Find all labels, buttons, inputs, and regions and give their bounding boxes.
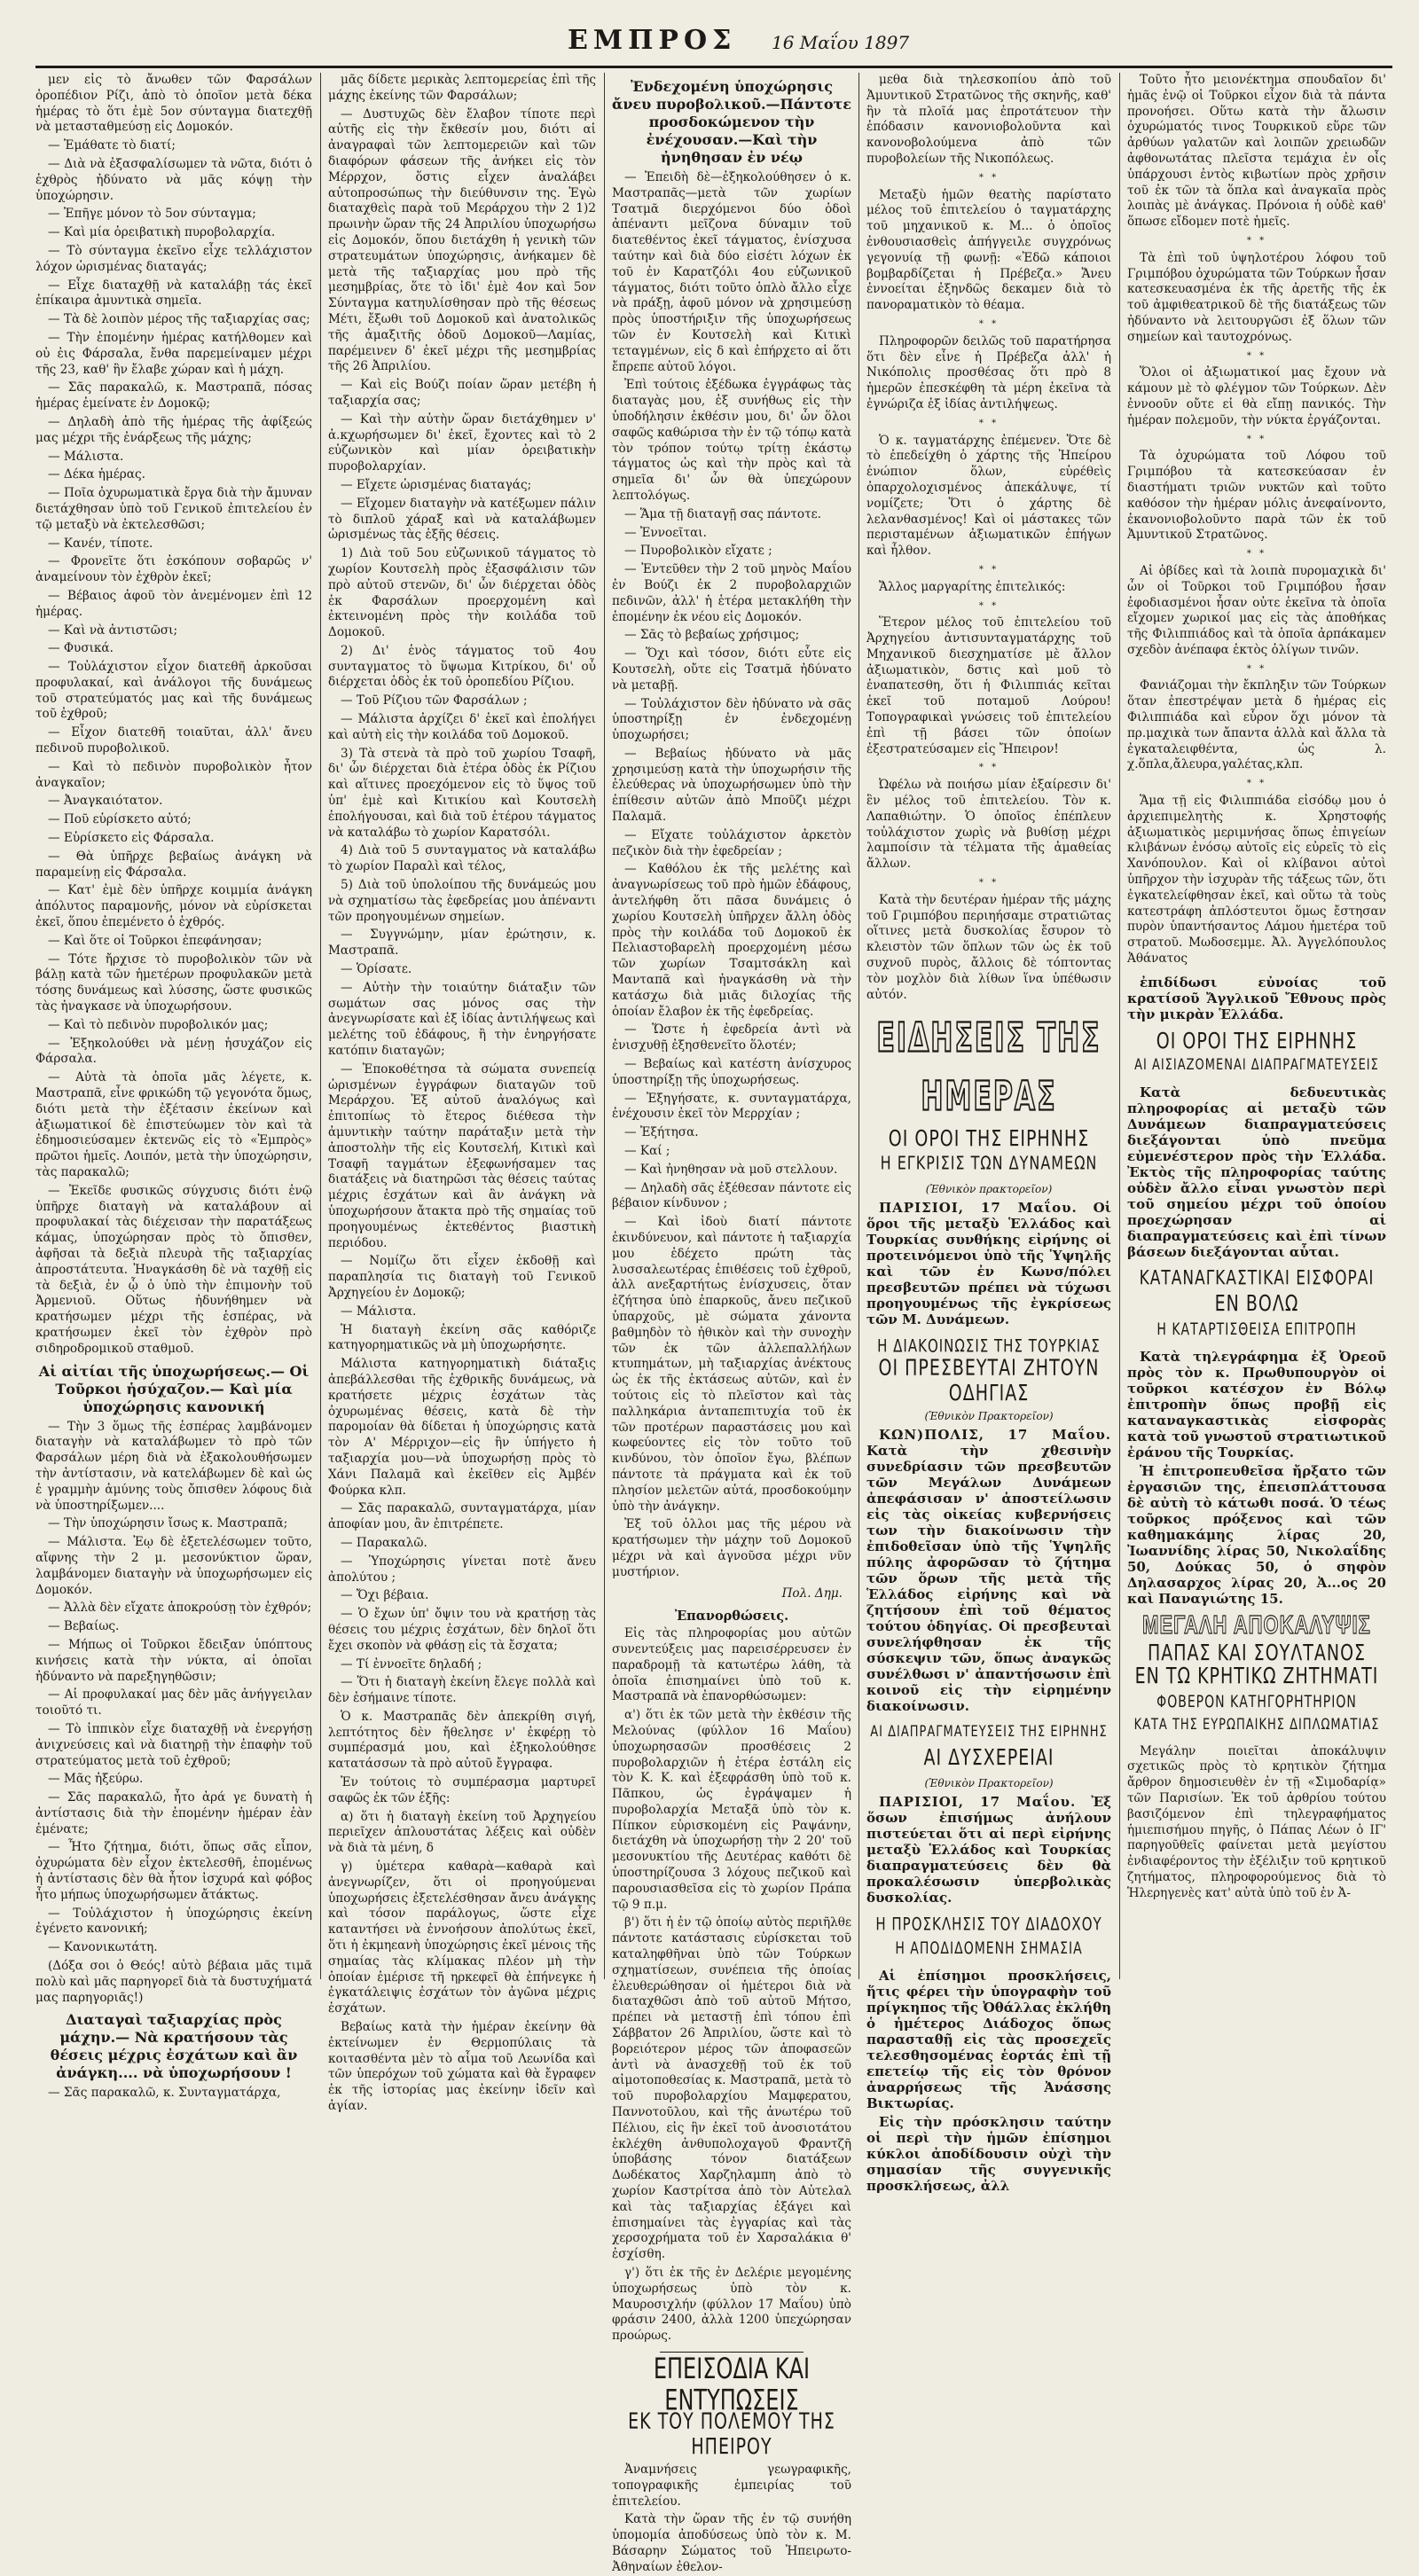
paragraph: Κατὰ τὴν ὥραν τῆς ἐν τῷ συνήθη ὑπομομία ἀποδύσεως ὑπὸ τὸν κ. Μ. Βάσαρην Σώματος τοῦ Ἠπειρωτο-Ἀθηναίων ἐθελον-	[612, 2512, 851, 2574]
column-3	[612, 73, 851, 2574]
paragraph: — Μᾶς ἠξεύρω.	[48, 1772, 144, 1787]
paragraph: — Εἴχομεν διαταγὴν νὰ κατέξωμεν πάλιν τὸ διπλοῦ χάραξ καὶ νὰ καταλάβωμεν ὡρισμένως τὰς ἑξῆς θέσεις.	[328, 496, 596, 543]
paragraph: — Κανονικωτάτη.	[48, 1940, 158, 1955]
paragraph: — Ἐξηγήσατε, κ. συνταγματάρχα, ἐνέχουσιν ἐκεῖ τὸν Μερρχίαν ;	[612, 1091, 851, 1122]
subheadline: Η ΚΑΤΑΡΤΙΣΘΕΙΣΑ ΕΠΙΤΡΟΠΗ	[1156, 1320, 1357, 1340]
paragraph: — Μάλιστα.	[48, 449, 124, 464]
paragraph: Ὁ κ. ταγματάρχης ἐπέμενεν. Ὅτε δὲ τὸ ἐπεδείχθη ὁ χάρτης τῆς Ἠπείρου ἐνώπιον ὅλων, εὑρέθεὶς ὀπαρχολοχισμένος ἀπεκάλυψε, τί νομίζετε; Ὅτι ὁ χάρτης δὲ λελανθασμένος! Καὶ οἱ μάστακες τῶν περισταμένων ἀξιωματικῶν ἐπήγων καὶ ἦλθον.	[866, 433, 1111, 559]
paragraph: — Τὴν ἐπομένην ἡμέρας κατήλθομεν καὶ οὐ ἐις Φάρσαλα, ἔνθα παρεμείναμεν μέχρι τῆς 23, καθ' ἣν ἔλαβε χώραν καὶ ἡ μάχη.	[35, 330, 312, 377]
paragraph: — Πυροβολικὸν εἴχατε ;	[624, 544, 772, 559]
subheadline: ΕΚ ΤΟΥ ΠΟΛΕΜΟΥ ΤΗΣ ΗΠΕΙΡΟΥ	[628, 2408, 835, 2460]
subheadline: ΕΝ ΒΟΛΩ	[1214, 1290, 1299, 1317]
paragraph: — Σᾶς παρακαλῶ, συνταγματάρχα, μίαν ἀποφίαν μου, ἂν ἐπιτρέπετε.	[328, 1501, 596, 1532]
paragraph: — Ὑποχώρησις γίνεται ποτὲ ἄνευ ἀπολύτου ;	[328, 1554, 596, 1585]
subheadline: ΦΟΒΕΡΟΝ ΚΑΤΗΓΟΡΗΤΗΡΙΟΝ	[1156, 1693, 1357, 1712]
asterism-divider: * *	[978, 600, 1000, 611]
subheadline: ΠΑΠΑΣ ΚΑΙ ΣΟΥΛΤΑΝΟΣ	[1147, 1640, 1367, 1665]
asterism-divider: * *	[1246, 434, 1267, 444]
paragraph: — Τοὐλάχιστον ἡ ὑποχώρησις ἐκείνη ἐγένετο κανονική;	[35, 1906, 312, 1937]
paragraph: μεθα διὰ τηλεσκοπίου ἀπὸ τοῦ Ἀμυντικοῦ Στρατῶνος τῆς σκηνῆς, καθ' ἣν τὰ πλοῖά μας ἐπροτάτευον τὴν ἐπόδασιν κανονιοβολοῦντα καὶ κανονοβολούμενα ἀπὸ τῶν πυροβολείων τῆς Νικοπόλεως.	[866, 73, 1111, 166]
column-2	[328, 73, 596, 2114]
revelation-headline	[1127, 1609, 1386, 1735]
column-rule	[604, 73, 605, 1979]
paragraph: — Εἶχον διατεθῆ τοιαῦται, ἀλλ' ἄνευ πεδινοῦ πυροβολικοῦ.	[35, 725, 312, 756]
paragraph: — Σᾶς παρακαλῶ, κ. Συνταγματάρχα,	[48, 2086, 281, 2101]
banner-headline: ΕΙΔΗΣΕΙΣ ΤΗΣ ΗΜΕΡΑΣ	[876, 1015, 1101, 1121]
dateline: ΠΑΡΙΣΙΟΙ, 17 Μαΐου.	[879, 1793, 1077, 1810]
news-item-heading	[1127, 1028, 1386, 1076]
paragraph: — Ὅτι ἡ διαταγὴ ἐκείνη ἔλεγε πολλὰ καὶ δὲν ἐσήμαινε τίποτε.	[328, 1675, 596, 1706]
paragraph: — Ἐξηκολούθει νὰ μένῃ ἡσυχάζον εἰς Φάρσαλα.	[35, 1036, 312, 1067]
paragraph: 1) Διὰ τοῦ 5ου εὐζωνικοῦ τάγματος τὸ χωρίον Κουτσελὴ πρὸς ἐξασφάλισιν τῶν πρὸ αὐτοῦ στενῶν, δι' ὧν διέρχεται ὁδὸς ἐκ Φαρσάλων προερχομένη καὶ ἐκτεινομένη πρὸς τὴν κοιλάδα τοῦ Δομοκοῦ.	[328, 546, 596, 640]
asterism-divider: * *	[1246, 779, 1267, 789]
paragraph: — Κανέν, τίποτε.	[48, 536, 153, 551]
asterism-divider: * *	[978, 318, 1000, 329]
paragraph: Ὅλοι οἱ ἀξιωματικοί μας ἔχουν νὰ κάμουν μὲ τὸ φλέγμον τῶν Τούρκων. Δὲν ἐννοοῦν οὔτε εἰ θὰ εἴπῃ πανικός. Τὴν ἡμέραν πολεμοῦν, τὴν νύκτα ἐργάζονται.	[1127, 365, 1386, 427]
paragraph: 5) Διὰ τοῦ ὑπολοίπου τῆς δυνάμεώς μου νὰ σχηματίσω τὰς ἐφεδρείας μου ἀπέναντι τῶν προηγουμένων σημείων.	[328, 878, 596, 924]
paragraph: — Βέβαιος ἀφοῦ τὸν ἀνεμένομεν ἐπὶ 12 ἡμέρας.	[35, 588, 312, 619]
section-heading: Ἐπανορθώσεις.	[674, 1609, 789, 1625]
paragraph: Ὁ κ. Μαστραπᾶς δὲν ἀπεκρίθη σιγή, λεπτότητος δὲν ἤθελησε ν' ἐκφέρῃ τὸ συμπέρασμά μου, καὶ ἐξηκολούθησε κατατάσσων τὰ πρὸ αὐτοῦ ἔγγραφα.	[328, 1709, 596, 1772]
news-item-heading	[866, 1914, 1111, 1959]
paragraph: — Καθόλου ἐκ τῆς μελέτης καὶ ἀναγνωρίσεως τοῦ πρὸ ἡμῶν ἐδάφους, ἀντελήφθη ὅτι πᾶσα δυνάμεις ὁ χωρίου Κουτσελὴ ὑπῆρχεν ἄλλη ὁδὸς πρὸς τὴν κοιλάδα τοῦ Δομοκοῦ ἐκ Πελιαστοβαρελὴ προερχομένη μέσω τῶν χωρίων Τσαμτσάκλη καὶ Μανταπᾶ καὶ ἠναγκάσθη νὰ τὴν κατάσχω διὰ μιᾶς διλοχίας τῆς ὁποίαν ἔλαβον ἐκ τῆς ἐφεδρείας.	[612, 862, 851, 1019]
paragraph: — Αἱ προφυλακαί μας δὲν μᾶς ἀνήγγειλαν τοιοῦτό τι.	[35, 1687, 312, 1719]
paragraph: Μεγάλην ποιεῖται ἀποκάλυψιν σχετικῶς πρὸς τὸ κρητικὸν ζήτημα ἄρθρον δημοσιευθὲν ἐν τῇ «Σιμοδαρίᾳ» τῶν Παρισίων. Ἐκ τοῦ ἀρθρίου τούτου βασιζόμενον ἐπὶ τηλεγραφήματος ἡμιεπισήμου πηγῆς, ὁ Πάπας Λέων ὁ ΙΓ' παρηγοῦθεῖς φαίνεται μετὰ μεγίστου ἐνδιαφέροντος τὴν ἐξέλιξιν τοῦ κρητικοῦ ζητήματος, πληροφορούμενος διὰ τὸ Ἡλερηγενὲς κατ' αὐτὰ ὑπὸ τοῦ ἐν Ἀ-	[1127, 1743, 1386, 1900]
paragraph: — Ποῦ εὑρίσκετο αὐτό;	[48, 812, 192, 827]
paragraph: — Ποῖα ὀχυρωματικὰ ἔργα διὰ τὴν ἄμυναν διετάχθησαν ὑπὸ τοῦ Γενικοῦ ἐπιτελείου ἐν τῷ μεταξὺ νὰ ἐκτελεσθῶσι;	[35, 486, 312, 532]
paragraph: — Καὶ τὸ πεδινὸν πυροβολικὸν ἦτον ἀναγκαῖον;	[35, 759, 312, 790]
paragraph: 4) Διὰ τοῦ 5 συνταγματος νὰ καταλάβω τὸ χωρίον Παραλὶ καὶ τέλος,	[328, 843, 596, 874]
paragraph: — Παρακαλῶ.	[341, 1535, 427, 1550]
paragraph: μᾶς δίδετε μερικὰς λεπτομερείας ἐπὶ τῆς μάχης ἐκείνης τῶν Φαρσάλων;	[328, 73, 596, 103]
asterism-divider: * *	[978, 418, 1000, 428]
asterism-divider: * *	[978, 763, 1000, 773]
dateline: ΚΩΝ)ΠΟΛΙΣ, 17 Μαΐου.	[879, 1427, 1111, 1444]
paragraph: — Καί ;	[624, 1144, 670, 1159]
paragraph: — Καὶ ὅτε οἱ Τοῦρκοι ἐπεφάνησαν;	[48, 933, 263, 948]
paragraph: — Φυσικά.	[48, 641, 114, 656]
paragraph: — Εἴχετε ὡρισμένας διαταγάς;	[341, 477, 532, 492]
wire-source: (Ἐθνικὸν Πρακτορεῖον)	[924, 1410, 1054, 1423]
paragraph: — Ἀλλὰ δὲν εἴχατε ἀποκρούσῃ τὸν ἐχθρόν;	[48, 1601, 312, 1616]
section-heading: Αἱ αἰτίαι τῆς ὑποχωρήσεως.— Οἱ Τοῦρκοι ἡσύχαζον.— Καὶ μία ὑποχώρησις κανονική	[38, 1362, 310, 1415]
news-item-heading	[866, 1723, 1111, 1771]
wire-source: (Ἐθνικὸν Πρακτορεῖον)	[924, 1777, 1054, 1790]
interview-text	[35, 1420, 312, 2007]
paragraph: — Ἐπῆγε μόνον τὸ 5ον σύνταγμα;	[48, 207, 256, 222]
dateline: ΠΑΡΙΣΙΟΙ, 17 Μαΐου.	[879, 1200, 1078, 1217]
paragraph: — Καὶ νὰ ἀντιστῶσι;	[48, 622, 178, 638]
asterism-divider: * *	[978, 172, 1000, 183]
paragraph: Φανιάζομαι τὴν ἔκπληξιν τῶν Τούρκων ὅταν ἐπεστρέψαν μετὰ δ ἡμέρας εἰς Φιλιππιάδα καὶ εὗρον ὅχι μόνον τὰ πρ.μαχικὰ των ἄπαντα ἀλλὰ καὶ ἄλλα τὰ ἐγκαταλειφθέντα, ὡς λ. χ.ὅπλα,ἄλευρα,γαλέτας,κλπ.	[1127, 678, 1386, 772]
news-item-heading	[866, 1335, 1111, 1406]
paragraph: Κατὰ τὴν δευτέραν ἡμέραν τῆς μάχης τοῦ Γριμπόβου περιηήσαμε στρατιῶτας οἵτινες μετὰ δυσκολίας ἔσυρον τὸ κλειστὸν τῶν ὅπλων τῶν ὡς ἐκ τοῦ συχνοῦ πυρὸς, ἄλλοις δὲ τόπτοντας τὸν μοχλὸν διὰ λίθων ἵνα ὑπέθωσιν αὐτόν.	[866, 892, 1111, 1002]
newspaper-title: ΕΜΠΡΟΣ	[568, 25, 737, 56]
news-body: Οἱ ὅροι τῆς μεταξὺ Ἑλλάδος καὶ Τουρκίας συνθήκης εἰρήνης οἱ προτεινόμενοι ὑπὸ τῆς Ὑψηλῆς καὶ τῶν ἐν Κωνσ/πόλει πρεσβευτῶν πρέπει νὰ τύχωσι προηγουμένως τῆς ἐγκρίσεως τῶν Μ. Δυνάμεων.	[866, 1200, 1111, 1328]
paragraph: — Καὶ τὸ πεδινὸν πυροβολικόν μας;	[48, 1017, 269, 1032]
paragraph: Ἐπὶ τούτοις ἐξέδωκα ἐγγράφως τὰς διαταγὰς μου, ἐξ συνήθως εἰς τὴν ὑποδήλησιν ἐκθέσιν μου, δι' ὧν ὅλοι σαφῶς καθώρισα τὴν ἐν τῷ τόπῳ κατὰ τὸν τρόπον τούτῳ τρίτῃ ἐκάστῳ τάγματος ὡς καὶ τὴν πρὸς καὶ τὰ σημεῖα δι' ὧν θὰ ὑπεχώρουν λεπτολόγως.	[612, 378, 851, 503]
paragraph: — Τὸ σύνταγμα ἐκεῖνο εἶχε τελλάχιστον λόχον ὡρισμένας διαταγάς;	[35, 243, 312, 274]
paragraph: — Τὸ ἱππικὸν εἶχε διαταχθῇ νὰ ἐνεργήσῃ ἀνιχνεύσεις καὶ νὰ διατηρῇ τὴν ἐπαφὴν τοῦ στρατεύματος μετὰ τοῦ ἐχθροῦ;	[35, 1721, 312, 1768]
headline: ΜΕΓΑΛΗ ΑΠΟΚΑΛΥΨΙΣ	[1142, 1609, 1371, 1640]
paragraph: Αἱ ὀβίδες καὶ τὰ λοιπὰ πυρομαχικὰ δι' ὧν οἱ Τοῦρκοι τοῦ Γριμπόβου ἦσαν ἐφοδιασμένοι ἦσαν οὐτε ἐκεῖνα τὰ ὁποῖα εἴχομεν χωρικοί μας εἰς τὰς ἀποθήκας τῆς Φιλιππιάδος καὶ τὰ ὁποῖα ἀρπάκαμεν σχεδὸν ἀνέπαφα ἐκτὸς ὀλίγων τινῶν.	[1127, 563, 1386, 657]
column-1	[35, 73, 312, 2101]
paragraph: Εἰς τὰς πληροφορίας μου αὐτῶν συνεντεύξεις μας παρεισέρρευσεν ἐν παραδρομῇ τὰ κατωτέρω λάθη, τὰ ὁποῖα ἐπισημαίνει ὑπὸ τοῦ κ. Μαστραπᾶ νὰ ἐπανορθώσωμεν:	[612, 1626, 851, 1704]
paragraph: — Ὥστε ἡ ἐφεδρεία ἀντὶ νὰ ἐνισχυθῇ ἐξησθενεῖτο ὅλοτέν;	[612, 1022, 851, 1053]
paragraph: Ὠφέλω νὰ ποιήσω μίαν ἐξαίρεσιν δι' ἓν μέλος τοῦ ἐπιτελείου. Τὸν κ. Λαπαθιώτην. Ὁ ὁποῖος ἐπέπλευν τοὐλάχιστον χωρὶς νὰ βυθίσῃ μέχρι λαμποίσιν τὰ τέλματα τῆς ἀμαθείας ἄλλων.	[866, 778, 1111, 872]
paragraph: Τοῦτο ἦτο μειονέκτημα σπουδαῖον δι' ἡμᾶς ἐνῷ οἱ Τοῦρκοι εἶχον διὰ τὰ πάντα προνοήσει. Οὕτω κατὰ τὴν ἄλωσιν ὀχυρώματός τινος Τουρκικοῦ εὕρε τῶν ἀρθύων γαλατῶν καὶ λοιπῶν χρειωδῶν ἀφθονωτάτας πλεῖστα τεμάχια ἐν οἷς ὑπάρχουσι ἐντὸς κιβωτίων πρὸς χρῆσιν τοῦ ἐκ τῶν τὰ ὅπλα καὶ ἀναγκαῖα πρὸς λοιπὰς μὲ ἀνάγκας. Πρόνοια ἡ οὐδὲ καθ' ὅπωσε εἴδομεν ποτὲ ἡμεῖς.	[1127, 73, 1386, 230]
headline: Η ΔΙΑΚΟΙΝΩΣΙΣ ΤΗΣ ΤΟΥΡΚΙΑΣ	[877, 1335, 1101, 1357]
news-of-the-day-banner	[866, 1017, 1111, 1120]
paragraph: — Ἐξήτησα.	[624, 1125, 699, 1140]
section-heading: Ἐνδεχομένη ὑποχώρησις ἄνευ πυροβολικοῦ.—Πάντοτε προσδοκώμενον τὴν ἐνέχουσαν.—Καὶ τὴν ἠνηθησαν ἐν νέῳ	[612, 78, 851, 166]
paragraph: — Ἐποκοθέτησα τὰ σώματα συνεπείᾳ ὡρισμένων ἐγγράφων διαταγῶν τοῦ Μεράρχου. Ἐξ αὐτοῦ ἀναλόγως καὶ ἐπιτοπίως τὸ ἕτερος διέθεσα τὴν ἀμυντικὴν ταύτην παράταξιν μετὰ τὴν ἀποστολὴν τῆς εἰς Κουτσελή, Κιτικὶ καὶ Τσαφῆ ταγμάτων ἐξεφωνήσαμεν τας διατάξεις νὰ διατηρῶσι τὰς θέσεις ταύτας μέχρις ἐσχάτων καὶ ἂν ἀνάγκη νὰ ὑποχωρήσουν ἄτακτα πρὸ τῆς σημαίας τοῦ προηγουμένως ἐκτεθέντος βιαστικὴ περιόδου.	[328, 1061, 596, 1250]
news-text: Ἡ ἐπιτροπευθεῖσα ἤρξατο τῶν ἐργασιῶν της, ἐπεισπλάττουσα δὲ αὐτὴ τὸ κάτωθι ποσά. Ὁ τέως τοῦρκος πρόξενος καὶ τῶν καθημακάμης λίρας 20, Ἰωαννίδης λίρας 50, Νικολαΐδης 50, Δούκας 50, ὁ σηφὸν Δηλασαρχος λίρας 20, Ἀ...ος 20 καὶ Παναγιώτης 15.	[1127, 1462, 1386, 1607]
headline: ΕΠΕΙΣΟΔΙΑ ΚΑΙ ΕΝΤΥΠΩΣΕΙΣ	[653, 2352, 811, 2417]
paragraph: Μάλιστα κατηγορηματικὴ διάταξις ἀπεβάλλεσθαι τῆς ἐχθρικῆς δυνάμεως, νὰ κρατήσετε μέχρις ἐσχάτων τὰς ὀχυρωμένας θέσεις, κατὰ δὲ τὴν παρομοίαν θὰ δίδεται ἡ ὑποχώρησις κατὰ τὸν Α' Μέρριχον—εἰς ἣν ὑπήγετο ἡ ταξιαρχία μου—νὰ ὑποχωρήσῃ πρὸς τὸ Χάνι Παλαμᾶ καὶ ἐκεῖθεν εἰς Ἀμβέν Φούρκα κλπ.	[328, 1357, 596, 1498]
paragraph: — Καὶ μία ὀρειβατικὴ πυροβολαρχία.	[48, 225, 276, 240]
paragraph: γ) ὑμέτερα καθαρὰ—καθαρὰ καὶ ἀνεγνωρίζεν, ὅτι οἱ προηγούμεναι ὑποχωρήσεις ἐξετελέσθησαν ἄνευ ἀνάγκης καὶ τόσον παράλογως, ὥστε εἶχε καταντήσει νὰ ἐννοήσουν ἀπολύτως ἐκεῖ, ὅτι ἡ ἐκμηεανὴ ὑποχώρησις ἐκεῖ μένοις τῆς σημαίας τὰς κλίμακας πλέον μὴ τὴν ὁποίαν ἐμέρισε τῆ ηρκεφεῖ θὰ ἐπήνεγκε ἡ ἐγκατάλειψις ἐσχάτων τὸν ἀγῶνα μέχρις ἐσχάτων.	[328, 1860, 596, 2016]
paragraph: Ἐν τούτοις τὸ συμπέρασμα μαρτυρεῖ σαφῶς ἐκ τῶν ἑξῆς:	[328, 1775, 596, 1805]
column-4	[866, 73, 1111, 2194]
news-item-heading	[866, 1126, 1111, 1175]
subheadline: Η ΕΓΚΡΙΣΙΣ ΤΩΝ ΔΥΝΑΜΕΩΝ	[880, 1152, 1098, 1175]
paragraph: — Σᾶς τὸ βεβαίως χρήσιμος;	[624, 628, 800, 643]
paragraph: — Ὅχι καὶ τόσον, διότι εὗτε εἰς Κουτσελὴ, οὔτε εἰς Τσατμᾶ ἠδύνατο νὰ μεταβῇ.	[612, 646, 851, 693]
headline: ΚΑΤΑΝΑΓΚΑΣΤΙΚΑΙ ΕΙΣΦΟΡΑΙ	[1139, 1266, 1375, 1290]
subheadline: ΚΑΤΑ ΤΗΣ ΕΥΡΩΠΑΙΚΗΣ ΔΙΠΛΩΜΑΤΙΑΣ	[1133, 1716, 1380, 1734]
paragraph: — Διὰ νὰ ἐξασφαλίσωμεν τὰ νῶτα, διότι ὁ ἐχθρὸς ἠδύνατο νὰ μᾶς κόψῃ τὴν ὑποχώρησιν.	[35, 156, 312, 203]
paragraph: — Ἐκεῖδε φυσικῶς σύγχυσις διότι ἐνῷ ὑπῆρχε διαταγὴ νὰ καταλάβουν αἱ προφυλακαί τὰς διέχεισαν τὴν παρατάξεως κάμας, ὑποχώρησαν πρὸς τὸ ὄπισθεν, ἀφῆσαι τὰ δεξιὰ πλευρὰ τῆς ταξιαρχίας ἀπροστάτευτα. Ἠναγκάσθη δὲ νὰ ταχθῇ εἰς τὰ δεξιὰ, ἐν ᾧ ὁ ὑπὸ τὴν ἐπιμονὴν τοῦ Ἀρμενιοῦ. Οὕτως ἠδυνήθημεν νὰ κρατήσωμεν μέχρι τῆς ἑσπέρας, νὰ κρατήσωμεν ἐκεῖ τὸν ἐχθρὸν πρὸ σιδηροδρομικοῦ σταθμοῦ.	[35, 1183, 312, 1356]
paragraph: — Τὴν ὑποχώρησιν ἴσως κ. Μαστραπᾶ;	[48, 1516, 288, 1531]
paragraph: β') ὅτι ἡ ἐν τῷ ὁποίῳ αὐτὸς περιῆλθε πάντοτε κατάστασις εὑρίσκεται τοῦ καταληφθῆναι ὑπὸ τῶν Τούρκων σχηματίσεων, συνέπεια τῆς ὁποίας ἐλευθερώθησαν οἱ ἡμέτεροι διὰ νὰ διαταχθῶσι ἀπὸ τοῦ αὐτοῦ Μήτσο, πρέπει νὰ μεταστῇ ἐπὶ τόπου ἐπὶ Σάββατον 26 Ἀπριλίου, ὥστε καὶ τὸ βορειότερον μέρος τῶν ἀποφασεῶν ἀντὶ νὰ ἀνασχεθῇ τοῦ ἐκ τοῦ αἰμοτοποθεσίας κ. Μαστραπᾶ, μετὰ τὸ τοῦ πυροβολαρχίου Μαμφερατου, Παννοτοῦλου, καὶ τῆς ἀνωτέρω τοῦ Πέλιου, εἰς ἣν ἐκεῖ τοῦ ἀνοσιοτάτου ἐκλέχθη ἀνθυπολοχαγοῦ Φραντζῆ ὑποβάσης τόνον διατάξεων Δωδέκατος Χαρζηλαμπη ἀπὸ τὸ χωρίον Καστρίτσα ἀπὸ τὸν Αὐτελαλ καὶ τὰς ταξιαρχίας ἐξάγει καὶ ἐπισημαίνει τὰς ἐγγαρίας καὶ τὰς χερσοχρήματα τοῦ ἐν Χαρσαλάκια θ' ἐσχίσθη.	[612, 1915, 851, 2262]
paragraph: — Καὶ ἰδοὺ διατί πάντοτε ἐκινδύνευον, καὶ πάντοτε ἡ ταξιαρχία μου ἐδέχετο πρώτη τὰς λυσσαλεωτέρας ἐπιθέσεις τοῦ ἐχθροῦ, ἀλλ ανεξαρτήτως ἐνίσχυσεις, ὅταν ἐζήτησα ὑπὸ ἐπαρκοῦς, ἄνευ πεζικοῦ ὑπαρχοῦς, μὲ σώματα χάνοντα βαθμηδὸν τὸ ἠθικὸν καὶ τὴν συνοχὴν τῶν ἐκ τῶν ἀλλεπαλλήλων κτυπημάτων, μὴ ταξιαρχίας ἀνέκτους ὡς ἐκ τῆς ἐκτάσεως αὐτῶν, καὶ ἐν τούτοις εἰς τὸ πλεῖστον καὶ τὰς παλληκάρια ἀνταπεπιτυχία τοῦ ἐκ τῶν προτέρων παραστάσεις μου καὶ κωφεύοντες εἰς τὸν τοῦτο τοῦ κινδύνου, τὸν ὁποῖον ἔγω, βλέπων πάντοτε τὰ πράγματα καὶ ἐκ τοῦ πλησίον μελετῶν αὐτά, προσδοκούμην ὑπὸ τὴν ἀνάγκην.	[612, 1215, 851, 1514]
headline: ΑΙ ΔΙΑΠΡΑΓΜΑΤΕΥΣΕΙΣ ΤΗΣ ΕΙΡΗΝΗΣ	[870, 1723, 1108, 1742]
issue-date: 16 Μαΐου 1897	[772, 32, 910, 53]
paragraph: — Μάλιστα.	[341, 1304, 417, 1319]
paragraph: — Νομίζω ὅτι εἶχεν ἐκδοθῇ καὶ παραπλησία τις διαταγὴ τοῦ Γενικοῦ Ἀρχηγείου ἐν Δομοκῷ;	[328, 1254, 596, 1300]
paragraph: Ἕτερον μέλος τοῦ ἐπιτελείου τοῦ Ἀρχηγείου ἀντισυνταγματάρχης τοῦ Μηχανικοῦ διεσχηματίσε μὲ ἄλλον ἀξιωματικὸν, δστις καὶ μοῦ τὸ ἐναπατεσθη, ὅτι ἡ Φιλιππιάς κεῖται ἐκεῖ τοῦ ποταμοῦ Λούρου! Τοπογραφικαὶ γνώσεις τοῦ ἐπιτελείου ἐπὶ τῇ βάσει τῶν ὁποίων ἐξεστρατεύσαμεν εἰς Ἤπειρον!	[866, 615, 1111, 756]
paragraph: — Καὶ εἰς Βούζι ποίαν ὥραν μετέβη ἡ ταξιαρχία σας;	[328, 378, 596, 408]
paragraph: 2) Δι' ἑνὸς τάγματος τοῦ 4ου συνταγματος τὸ ὕψωμα Κιτρίκου, δι' οὗ διέρχεται ὁδὸς ἐκ τοῦ ὀροπεδίου Ρίζιου.	[328, 643, 596, 690]
column-rule	[1119, 73, 1120, 1979]
paragraph: — Αὐτὴν τὴν τοιαύτην διάταξιν τῶν σωμάτων σας μόνος σας τὴν ἀνεγνωρίσατε καὶ ἐξ ἰδίας ἀντιλήψεως καὶ μελέτης τοῦ ἐδάφους, ἢ τὴν ἐνηργήσατε κατόπιν διαταγῶν;	[328, 980, 596, 1059]
interview-text	[35, 73, 312, 1358]
news-text: Κατὰ τηλεγράφημα ἐξ Ὀρεοῦ πρὸς τὸν κ. Πρωθυπουργὸν οἱ τοῦρκοι κατέσχον ἐν Βόλῳ ἐπιτροπὴν ὅπως προβῇ εἰς καταναγκαστικὰς εἰσφορὰς κατὰ τοῦ γνωστοῦ στρατιωτικοῦ ἐράνου τῆς Τουρκίας.	[1127, 1348, 1386, 1460]
paragraph: (Δόξα σοι ὁ Θεός! αὐτὸ βέβαια μᾶς τιμᾶ πολὺ καὶ μᾶς παρηγορεῖ διὰ τὰ δυστυχήματά μας παρηγοριᾶς!)	[35, 1959, 312, 2005]
paragraph: α') ὅτι ἐκ τῶν μετὰ τὴν ἐκθέσιν τῆς Μελούνας (φύλλον 16 Μαΐου) ὑποχωρησασῶν προσθέσεις 2 πυροβολαρχιῶν ἡ ἑτέρα ἐστάλη εἰς τὸν Κ. Κ. καὶ ἐξεφράσθη ὑπὸ τοῦ κ. Πᾶπκου, ὡς ἐγράψαμεν ἡ πυροβολαρχία Μεταξᾶ ὑπὸ τὸν κ. Πίπκον εὑρισκομένη εἰς Ραψάνην, διετάχθη νὰ ὑποχωρήσῃ τὴν 2 20' τοῦ μεσονυκτίου τῆς Δευτέρας καθότι δὲ ὑποστηρίζουσα 3 λόχους πεζικοῦ καὶ παρουσιασθεῖσα εἰς τὸ χωρίον Πράπα τῷ 9 π.μ.	[612, 1708, 851, 1912]
paragraph: — Τοὐλάχιστον δὲν ἠδύνατο νὰ σᾶς ὑποστηρίξῃ ἐν ἐνδεχομένῃ ὑποχωρήσει;	[612, 696, 851, 743]
paragraph: — Τοῦ Ρίζιου τῶν Φαρσάλων ;	[341, 693, 528, 709]
paragraph: — Αὐτὰ τὰ ὁποῖα μᾶς λέγετε, κ. Μαστραπᾶ, εἶνε φρικώδη τῷ γεγονότα ὅμως, διότι μετὰ τὴν ἐξέτασιν ἐκείνων καὶ ἀξιωματικοί δὲ ἐπιστεύωμεν τὸν καὶ τὰ ἐδημοσιεύσαμεν ἐκτενῶς εἰς τὸ «Ἐμπρὸς» πρῶτοι ἡμεῖς. Λοιπόν, μετὰ τὴν ὑποχώρησιν, τὰς παρακαλῶ;	[35, 1070, 312, 1179]
paragraph: — Τί ἐννοεῖτε δηλαδή ;	[341, 1656, 482, 1672]
subheadline: ΑΙ ΑΙΣΙΑΖΟΜΕΝΑΙ ΔΙΑΠΡΑΓΜΑΤΕΥΣΕΙΣ	[1134, 1056, 1379, 1074]
paragraph: — Δυστυχῶς δὲν ἔλαβον τίποτε περὶ αὐτῆς εἰς τὴν ἔκθεσίν μου, διότι αἱ ἀναγραφαὶ τῶν λεπτομερειῶν καὶ τῶν διαφόρων φάσεων τῆς ἀνήκει εἰς τὸν Μέρρχον, ὅστις εἶχεν ἀναλάβει αὐτοπροσώπως τὴν διεύθυνσιν της. Ἐγὼ διαταχθεὶς παρὰ τοῦ Μεράρχου τὴν 2 1)2 πρωινὴν ὥραν τῆς 24 Ἀπριλίου ὑποχωρήσω εἰς Δομοκόν, ὅπου διετάχθη ἡ γενικὴ τῶν στρατευμάτων ὑποχώρησις, ἀνήκαμεν δὲ μετὰ τῆς ταξιαρχίας μου πρὸ τῆς μεσημβρίας, ὅτε τὸ ἰδι' ἐμὲ 4ον καὶ 5ον Σύνταγμα κατηυλίσθησαν πρὸ τῆς θέσεως Μέτι, ἔξωθι τοῦ Δομοκοῦ καὶ ἀνατολικῶς τῆς ἀμαξιτῆς ὁδοῦ Δομοκοῦ—Λαμίας, παρέμεινεν δ' ἐκεῖ μέχρι τῆς μεσημβρίας τῆς 26 Ἀπριλίου.	[328, 106, 596, 374]
asterism-divider: * *	[1246, 549, 1267, 560]
subheadline: ΕΝ ΤΩ ΚΡΗΤΙΚΩ ΖΗΤΗΜΑΤΙ	[1134, 1663, 1379, 1688]
asterism-divider: * *	[1246, 235, 1267, 246]
paragraph: — Κατ' ἐμὲ δὲν ὑπῆρχε κοιμμία ἀνάγκη ἀπόλυτος παραμονῆς, μόνον νὰ εὑρίσκεται ἐκεῖ, ὅπου ἐπεμένετο ὁ ἐχθρός.	[35, 883, 312, 930]
paragraph: — Συγγνώμην, μίαν ἐρώτησιν, κ. Μαστραπᾶ.	[328, 928, 596, 959]
paragraph: Μεταξὺ ἡμῶν θεατὴς παρίστατο μέλος τοῦ ἐπιτελείου ὁ ταγματάρχης τοῦ μηχανικοῦ κ. Μ... ὁ ὁποῖος ἐνθουσιασθεὶς ἀπήγγειλε συγχρόνως γεγονυίᾳ τῇ φωνῇ: «Ἐδῶ κάποιοι βομβαρδίζεται ἡ Πρέβεζα.» Ἄνευ ἐννοείται ἐξηνδῶς δεκαμεν διὰ τὸ πανοραματικὸν τὸ θέαμα.	[866, 187, 1111, 313]
paragraph: — Μήπως οἱ Τοῦρκοι ἔδειξαν ὑπόπτους κινήσεις κατὰ τὴν νύκτα, αἱ ὁποῖαι ἠδύναντο νὰ παρεξηγηθῶσιν;	[35, 1637, 312, 1684]
paragraph: — Ἦτο ζήτημα, διότι, ὅπως σᾶς εἶπον, ὀχυρώματα δὲν εἶχον ἐκτελεσθῆ, ἑπομένως ἡ ἀντίστασις δὲν θὰ ἦτον ἰσχυρά καὶ φόβος ἦτο μήπως ὑποχωρήσωμεν ἄτάκτως.	[35, 1840, 312, 1902]
paragraph: — Καὶ τὴν αὐτὴν ὥραν διετάχθημεν ν' ἀ.κχωρήσωμεν δι' ἐκεῖ, ἔχοντες καὶ τὸ 2 εὐζωνικὸν καὶ μίαν ὀρειβατικὴν πυροβολαρχίαν.	[328, 411, 596, 474]
paragraph: — Ὁ ἔχων ὑπ' ὄψιν του νὰ κρατήσῃ τὰς θέσεις του μέχρις ἐσχάτων, δὲν δηλοῖ ὅτι ἔχει σκοπὸν νὰ φθάσῃ εἰς τὰ ἔσχατα;	[328, 1607, 596, 1653]
news-body: Ἐξ ὅσων ἐπισήμως ἀνήλουν πιστεύεται ὅτι αἱ περὶ εἰρήνης μεταξὺ Ἑλλάδος καὶ Τουρκίας διαπραγματεύσεις δὲν θὰ προκαλέσωσιν ὑπερβολικὰς δυσκολίας.	[866, 1793, 1111, 1906]
paragraph: 3) Τὰ στενὰ τὰ πρὸ τοῦ χωρίου Τσαφῆ, δι' ὧν διέρχεται διὰ ἑτέρα ὁδὸς ἐκ Ρίζιου καὶ αἵτινες προεχόμενον εἰς τὸ ὕψος τοῦ ὑπ' ἐμὲ καὶ Κιτικίου καὶ Κουτσελὴ ἐπολήγουσαι, καὶ διὰ τοῦ ἑτέρου τάγματος νὰ καταλάβω τὸ χωρίον Καρατσόλι.	[328, 746, 596, 840]
paragraph: — Ἐμάθατε τὸ διατί;	[48, 138, 176, 153]
paragraph: — Βεβαίως.	[48, 1619, 120, 1634]
asterism-divider: * *	[978, 564, 1000, 575]
paragraph: — Φρονεῖτε ὅτι ἐσκόπουν σοβαρῶς ν' ἀναμείνουν τὸν ἐχθρὸν ἐκεῖ;	[35, 554, 312, 585]
section-heading: Διαταγαὶ ταξιαρχίας πρὸς μάχην.— Νὰ κρατήσουν τὰς θέσεις μέχρις ἐσχάτων καὶ ἂν ἀνάγκη.... νὰ ὑποχωρήσουν !	[50, 2011, 298, 2082]
paragraph: — Τὰ δὲ λοιπὸν μέρος τῆς ταξιαρχίας σας;	[48, 312, 310, 327]
paragraph: — Δέκα ἡμέρας.	[48, 467, 145, 482]
subheadline: Η ΑΠΟΔΙΔΟΜΕΝΗ ΣΗΜΑΣΙΑ	[895, 1939, 1083, 1959]
episodes-text	[612, 2462, 851, 2576]
news-item-heading	[1127, 1266, 1386, 1340]
asterism-divider: * *	[1246, 663, 1267, 674]
column-rule	[320, 73, 321, 1979]
paragraph: Ἅμα τῇ εἰς Φιλιππιάδα εἰσόδῳ μου ὁ ἀρχιεπιμελητὴς κ. Χρηστοφής ἀξιωματικὸς μεριμνήσας ὅπως ἐπιγείων κλιβάνων ἐνόσῳ αὐτοῖς εἰς εὐρεῖς τὸ εἰς Χανόπουλον. Καὶ οἱ κλίβανοι αὐτοὶ ὑπῆρχον τὴν ἰσχυρὰν τῆς τάξεως τῶν, ὅτι ἐγκατελείφθησαν ἐκεῖ, καὶ οὕτω τὰ τοὺς κατεστράφη ἀπλόστευτοι ὅμως ἔστησαν πυρὸν ὑπαντήσαντος Λάμου ἡμετέρα τοῦ στρατοῦ. Μωδοσεμμε. Ἀλ. Ἀγγελόπουλος Ἀθάνατος	[1127, 794, 1386, 967]
paragraph: Ἀναμνήσεις γεωγραφικῆς, τοπογραφικῆς ἐμπειρίας τοῦ ἐπιτελείου.	[612, 2462, 851, 2509]
paragraph: — Ἐπειδὴ δὲ—ἐξηκολούθησεν ὁ κ. Μαστραπᾶς—μετὰ τῶν χωρίων Τσατμᾶ διερχόμενοι δύο ὁδοὶ ἀπέναντι μεῖζονα δύναμιν τοῦ διατεθέντος ἐκεῖ τάγματος, ἐνίσχυσα ταύτην καὶ διὰ δύο εἰσέτι λόχων ἐκ τοῦ ἐν Καρατζόλι 4ου εὐζωνικοῦ τάγματος, διότι τοῦτο ὁπλὸ ἄλλο εἶχε νὰ πράξῃ, ἀφοῦ μόνον νὰ χρησιμεύσῃ πρὸς ὑποστήριξιν τῆς ὑποχωρήσεως τῶν ἐν Κουτσελὴ καὶ Κιτικὶ τεταγμένων, εἰς δ καὶ ἐπήρχετο αἱ ὅτι ἔπρεπε αὐτοῦ λόγοι.	[612, 170, 851, 374]
wire-source: (Ἐθνικὸν πρακτορεῖον)	[925, 1183, 1053, 1196]
paragraph: — Δηλαδὴ σᾶς ἐξέθεσαν πάντοτε εἰς βέβαιον κίνδυνον ;	[612, 1180, 851, 1211]
column-5	[1127, 73, 1386, 1979]
paragraph: — Εἶχε διαταχθῇ νὰ καταλάβῃ τάς ἐκεῖ ἐπίκαιρα ἀμυντικὰ σημεῖα.	[35, 278, 312, 309]
column-rule	[858, 73, 859, 1979]
paragraph: — Εἴχατε τοὐλάχιστον ἀρκετὸν πεζικὸν διὰ τὴν ἐφεδρείαν ;	[612, 827, 851, 858]
corrections-text	[612, 1626, 851, 2345]
news-text: Κατὰ δεδυευτικὰς πληροφορίας αἱ μεταξὺ τῶν Δυνάμεων διαπραγματεύσεις διεξάγονται ὑπὸ πνεῦμα εὐμενέστερον πρὸς τὴν Ἑλλάδα. Ἐκτὸς τῆς πληροφορίας ταύτης οὐδὲν ἄλλο εἶναι γνωστὸν περὶ τοῦ σημείου μέχρι τοῦ ὁποίου προεχώρησαν αἱ διαπραγματεύσεις καὶ ἐπὶ τίνων βάσεων διεξάγονται αὗται.	[1127, 1084, 1386, 1260]
news-body: Κατὰ τὴν χθεσινὴν συνεδρίασιν τῶν πρεσβευτῶν τῶν Μεγάλων Δυνάμεων ἀπεφάσισαν ν' ἀποστείλωσιν εἰς τὰς οἰκείας κυβερνήσεις των τὴν διακοίνωσιν τὴν ἐπιδοθεῖσαν ὑπὸ τῆς Ὑψηλῆς πύλης ἀφορῶσαν τὸ ζήτημα τῶν ὅρων τῆς μετὰ τῆς Ἑλλάδος εἰρήνης καὶ νὰ ζητήσουν ἐπὶ τοῦ θέματος τούτου ὁδηγίας. Οἱ πρεσβευταὶ συνελήφθησαν ἐκ τῆς σύσκεψιν τῶν, ὅπως ἀναγκῶς συνέλθωσι ν' ἀπαντήσωσιν ἐπὶ κοινοῦ εἰς τὴν εἰρημένην διακοίνωσιν.	[866, 1443, 1111, 1715]
news-text	[866, 1200, 1111, 1327]
news-text: Εἰς τὴν πρόσκλησιν ταύτην οἱ περὶ τὴν ἡμῶν ἐπίσημοι κύκλοι ἀποδίδουσιν οὐχὶ τὴν σημασίαν τῆς συγγενικῆς προσκλήσεως, ἀλλ	[866, 2113, 1111, 2194]
paragraph: — Εὑρίσκετο εἰς Φάρσαλα.	[48, 831, 215, 846]
anecdotes-text	[1127, 73, 1386, 967]
paragraph: — Μάλιστα ἀρχίζει δ' ἐκεῖ καὶ ἐπολήγει καὶ αὐτὴ εἰς τὴν κοιλάδα τοῦ Δομοκοῦ.	[328, 712, 596, 742]
paragraph: — Σᾶς παρακαλῶ, ἦτο ἀρά γε δυνατὴ ἡ ἀντίστασις διὰ τὴν ἐπομένην ἡμέραν ἐὰν ἐμένατε;	[35, 1790, 312, 1836]
paragraph: Τὰ ὀχυρώματα τοῦ Λόφου τοῦ Γριμπόβου τὰ κατεσκεύασαν ἐν διαστήματι τριῶν νυκτῶν καὶ τοῦτο καθόσον τὴν ἡμέραν μόλις ἀνεφαίνοντο, ἐκανονιοβολοῦντο παρὰ τῶν ἐκ τοῦ Ἀμυντικοῦ Στρατῶνος.	[1127, 449, 1386, 543]
paragraph: μεν εἰς τὸ ἄνωθεν τῶν Φαρσάλων ὀροπέδιον Ρίζι, ἀπὸ τὸ ὁποῖον μετὰ δέκα ἡμέρας τὸ ὅτι ἐμὲ 5ον σύνταγμα διατεχθῇ νὰ μετασταθμεύσῃ εἰς Δομοκόν.	[35, 73, 312, 135]
paragraph: — Καὶ ἠνηθησαν νὰ μοῦ στελλουν.	[624, 1162, 838, 1177]
headline: ΟΙ ΟΡΟΙ ΤΗΣ ΕΙΡΗΝΗΣ	[888, 1126, 1090, 1152]
headline: ΟΙ ΟΡΟΙ ΤΗΣ ΕΙΡΗΝΗΣ	[1156, 1028, 1358, 1054]
paragraph: Ἡ διαταγὴ ἐκείνη σᾶς καθόριζε κατηγορηματικῶς νὰ μὴ ὑποχωρήσητε.	[328, 1322, 596, 1353]
paragraph: α) ὅτι ἡ διαταγὴ ἐκείνη τοῦ Ἀρχηγείου περιεῖχεν ἀπλουστάτας λέξεις καὶ οὐδὲν νὰ διὰ τὰ μένη, δ	[328, 1809, 596, 1856]
paragraph: — Ἐντεῦθεν τὴν 2 τοῦ μηνὸς Μαΐου ἐν Βούζι ἐκ 2 πυροβολαρχιῶν πεδινῶν, ἀλλ' ἡ ἑτέρα μετακλήθη τὴν ἐπομένην ἐκ νέου εἰς Δομοκόν.	[612, 562, 851, 624]
subheadline: ΑΙ ΔΥΣΧΕΡΕΙΑΙ	[923, 1744, 1054, 1771]
paragraph: — Θὰ ὑπῆρχε βεβαίως ἀνάγκη νὰ παραμείνῃ εἰς Φάρσαλα.	[35, 849, 312, 880]
paragraph: — Σᾶς παρακαλῶ, κ. Μαστραπᾶ, πόσας ἡμέρας ἐμείνατε ἐν Δομοκῷ;	[35, 380, 312, 411]
news-text	[866, 1427, 1111, 1714]
subheadline: ΟΙ ΠΡΕΣΒΕΥΤΑΙ ΖΗΤΟΥΝ ΟΔΗΓΙΑΣ	[878, 1355, 1100, 1406]
news-text: ἐπιδίδωσι εὐνοίας τοῦ κρατίσοῦ Ἄγγλικοῦ Ἔθνους πρὸς τὴν μικρὰν Ἑλλάδα.	[1127, 974, 1386, 1022]
anecdotes-text	[866, 73, 1111, 1003]
paragraph: — Ἅμα τῇ διαταγῇ σας πάντοτε.	[624, 506, 821, 521]
interview-text	[612, 170, 851, 1581]
interview-text	[328, 73, 596, 2115]
paragraph: Τὰ ἐπὶ τοῦ ὑψηλοτέρου λόφου τοῦ Γριμπόβου ὀχυρώματα τῶν Τούρκων ἦσαν κατεσκευασμένα ἐκ τῆς ἀρετῆς τῆς ἐκ τοῦ ἀμφιθεατρικοῦ δὲ τῆς διατάξεως τῶν ἠδύναντο νὰ λειτουργῶσι ἐξ ὅλων τῶν σημείων καὶ ταυτοχρόνως.	[1127, 250, 1386, 344]
paragraph: — Δηλαδὴ ἀπὸ τῆς ἡμέρας τῆς ἀφίξεώς μας μέχρι τῆς ἐνάρξεως τῆς μάχης;	[35, 414, 312, 445]
asterism-divider: * *	[1246, 350, 1267, 361]
paragraph: Ἐξ τοῦ ὁλλοι μας τῆς μέρου νὰ κρατήσωμεν τὴν μάχην τοῦ Δομοκοῦ μέχρι νὰ καὶ ἀγνοῦσα μέχρι νῦν μυστήριον.	[612, 1517, 851, 1579]
paragraph: — Βεβαίως καὶ κατέστη ἀνίσχυρος ὑποστηρίξῃ τῆς ὑποχωρήσεως.	[612, 1057, 851, 1087]
paragraph: Πληροφορῶν δειλῶς τοῦ παρατήρησα ὅτι δὲν εἶνε ἡ Πρέβεζα ἀλλ' ἡ Νικόπολις προσθέσας ὅτι πρὸ 8 ἡμερῶν ἐπεσκέφθη τὰ μέρη ἐκεῖνα τὰ ἐγνώριζα ἐξ ἰδίας ἀντιλήψεως.	[866, 333, 1111, 411]
paragraph: Βεβαίως κατὰ τὴν ἡμέραν ἐκείνην θὰ ἐκτείνωμεν ἐν Θερμοπύλαις τὰ κοιτασθέντα μὲν τὸ αἷμα τοῦ Λεωνίδα καὶ τῶν ὑπερόχων τοῦ χώματα καὶ θὰ ἔγραφεν ἐκ τῆς ἱστορίας μας ἐκείνην ἰδεῖν καὶ ἀγίαν.	[328, 2020, 596, 2114]
asterism-divider: * *	[978, 878, 1000, 889]
paragraph: — Τότε ἤρχισε τὸ πυροβολικὸν τῶν νὰ βάλῃ κατὰ τῶν ἡμετέρων προφυλακῶν μετὰ τόσης δυνάμεως καὶ λύσσης, ὥστε φυσικῶς τὰς ἠναγκασε νὰ ὑποχωρήσουν.	[35, 951, 312, 1014]
paragraph: — Ἀναγκαιότατον.	[48, 794, 163, 809]
paragraph: — Βεβαίως ἠδύνατο νὰ μᾶς χρησιμεύσῃ κατὰ τὴν ὑποχωρήσιν τῆς ἐλεύθερας νὰ ὑποχωρήσωμεν ὑπὸ τὴν ἐπίθεσιν αὐτῶν ἀπὸ Μποῦζι μέχρι Παλαμᾶ.	[612, 746, 851, 825]
paragraph: γ') ὅτι ἐκ τῆς ἐν Δελέριε μεγομένης ὑποχωρήσεως ὑπὸ τὸν κ. Μαυροσιχλήν (φύλλον 17 Μαΐου) ὑπὸ φράσιν 2400, ἀλλὰ 1200 ὑπεχώρησαν προώρως.	[612, 2266, 851, 2344]
news-text: Αἱ ἐπίσημοι προσκλήσεις, ἥτις φέρει τὴν ὑπογραφὴν τοῦ πρίγκηπος τῆς Ὀθάλλας ἐκλήθη ὁ ἡμέτερος Διάδοχος ὅπως παρασταθῇ εἰς τὰς προσεχεῖς τελεσθησομένας ἑορτάς ἐπὶ τῇ επετείῳ τῆς εἰς τὸν θρόνον ἀναρρήσεως τῆς Ἀνάσσης Βικτωρίας.	[866, 1967, 1111, 2111]
paragraph: Ἄλλος μαργαρίτης ἐπιτελικός:	[879, 579, 1066, 594]
headline: Η ΠΡΟΣΚΛΗΣΙΣ ΤΟΥ ΔΙΑΔΟΧΟΥ	[875, 1914, 1102, 1935]
paragraph: — Τὴν 3 ὅμως τῆς ἑσπέρας λαμβάνομεν διαταγὴν νὰ καταλάβωμεν τὸ πρὸ τῶν Φαρσάλων μέρη διὰ νὰ ἐξακολουθήσωμεν τὴν ἀντίστασιν, νὰ κατελάβωμεν δὲ καὶ ὡς ἐ γραμμὴν ἀμύνης τοὺς ὄπισθεν λόφους διὰ νὰ ὑποστηρίξωμεν....	[35, 1419, 312, 1513]
paragraph: — Ἐννοεῖται.	[624, 525, 707, 540]
masthead-rule	[35, 66, 1392, 68]
paragraph: — Ὄχι βέβαια.	[341, 1588, 429, 1603]
author-signature: Πολ. Δημ.	[781, 1586, 843, 1601]
paragraph: — Ὁρίσατε.	[341, 962, 412, 977]
paragraph: — Τοὐλάχιστον εἶχον διατεθῆ ἀρκοῦσαι προφυλακαί, καὶ ἀνάλογοι τῆς δυνάμεως τοῦ στρατεύματός μας καὶ τῆς δυνάμεως τοῦ ἐχθροῦ;	[35, 660, 312, 722]
episodes-headline	[612, 2352, 851, 2460]
paragraph: — Μάλιστα. Ἐῳ δὲ ἐξετελέσωμεν τοῦτο, αἴφνης τὴν 2 μ. μεσονύκτιον ὥραν, λαμβάνομεν διαταγὴν νὰ ὑποχωρήσωμεν εἰς Δομοκόν.	[35, 1535, 312, 1597]
news-text	[866, 1794, 1111, 1906]
